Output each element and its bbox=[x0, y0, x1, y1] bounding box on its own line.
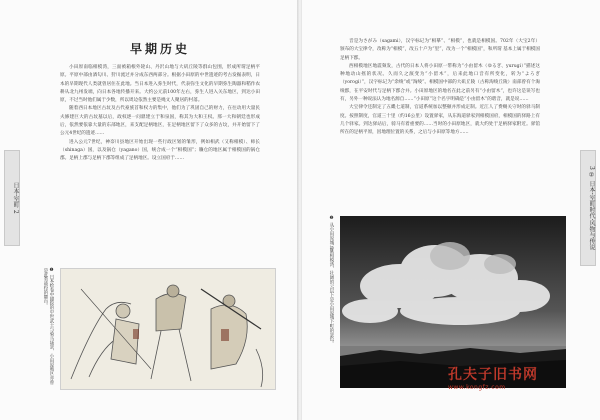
watermark bbox=[448, 364, 588, 391]
paragraph: 大宝律令还制定了五畿七道制，官道系统加以整顿并形成定制。近江人了费赐关守时的驿马制度。按照制度，官道三十里（约16公里）设置驿家，从东海道驿家到相模国府，相模国的驿路上有几个驿家。到达驿站后，骑马有着重要的……当时的小田原地区，就大约处于足柄驿家附近。驿馆所在的足柄平原，因地理位置的关系，之后与小田原等地方…… bbox=[340, 105, 540, 136]
caption-text: ❶ 日本绘卷中描绘的中世武士与骑马场景，小田原地区亦曾是此类战役的舞台。 bbox=[43, 268, 54, 385]
left-side-tab: 日本·室町 2 bbox=[4, 150, 20, 246]
page-title: 早期历史 bbox=[129, 42, 190, 56]
sky-landscape-photo bbox=[340, 216, 566, 388]
paragraph: 音是为さがみ（sagami），汉字标记为“相摹”、“相模”，也就是相模国。702年（大宝2年）颁布的大宝律令，改称为“相模”，改五十户为“里”，改为一个“相模国”，和所谓 基本上属于相模国足柄下郡。 bbox=[340, 39, 540, 61]
right-body-text bbox=[340, 38, 540, 214]
paragraph: 小田原南临相模湾，三面被箱根外轮山、丹沢山地与大矶丘陵等群山包围，形成所谓足柄平原。平原中部由酒匂川、狩川流过并分成东西两部分。根据小田原的中世遗迹的考古发掘表明，日本的早期现代人类就曾居住在此地。当日本进入弥生时代，代表弥生文化的早期弥生陶器和稻作农耕从北九州发端，向日本各地传播开来。大约公元前100年左右，弥生人进入关东地区，到达小田原，不过当时他们属于少数，所以周边依然主要是绳文人聚居的村落。 bbox=[60, 65, 260, 104]
samurai-scroll-illustration bbox=[60, 268, 276, 390]
paragraph: 随着西日本地区古坟及古代豪族首和权力的集中，他们为了巩固自己的财力，在往动用大量民夫修建巨大的古坟墓以后，政权逐一问鼎建立于和泉国，称其为大和王权。那一大和朝廷也形成后，依然要依靠大量的东部地区，来支配足柄地区，在足柄地区留下了众多的古坟，并开始留下了公元4世纪的遗迹…… bbox=[60, 106, 260, 137]
left-body-text bbox=[60, 64, 260, 264]
left-page bbox=[0, 0, 298, 420]
cloud-landscape bbox=[340, 216, 566, 388]
scroll-drawing bbox=[61, 269, 275, 389]
caption-text: ❷ 从小田原城远眺相模湾，壮阔的云层下是小田原城下町的景色。 bbox=[329, 216, 334, 346]
right-side-tab: 3 ② 日本·室町时代·风物与传说 bbox=[580, 150, 596, 266]
watermark-logo: 孔夫子旧书网 bbox=[448, 367, 538, 383]
paragraph: 西相模地区地震频发，古代的日本人将小田原一带称为“小由留木（ゆるぎ、yurugi）”描述这种地动山摇的状况。久而久之演变为“小留木”，后来此地口音有所变化，转为“よろぎ（yorogi）”，汉字标记为“余绫”或“淘绫”。相模国中部的大矶丘陵（古称淘绫丘陵）南部曾有个淘绫郡，在平安时代与足柄下郡合并。小田原地区的地名在此之前另有“小由留木”，也许这是误写也有，另外一种说法认为地名源自……“小田原”这个名字明确是“小由留木”的谐音，就是说…… bbox=[340, 63, 540, 103]
paragraph: 进入公元7世纪，神奈川县地区开始出现一些行政区划的雏形，例如相武（又称相模）、师长（shinaga）国，以及锅仓（yagano）国，统合成一个“相模国”；镰仓的地区属于相模国的锅仓郡。足柄上郡与足柄下郡等组成了足柄地区。设立国府于…… bbox=[60, 139, 260, 162]
left-figure-caption bbox=[44, 268, 54, 388]
right-figure-caption bbox=[324, 216, 334, 386]
watermark-url: www.kongfz.com bbox=[448, 384, 506, 391]
